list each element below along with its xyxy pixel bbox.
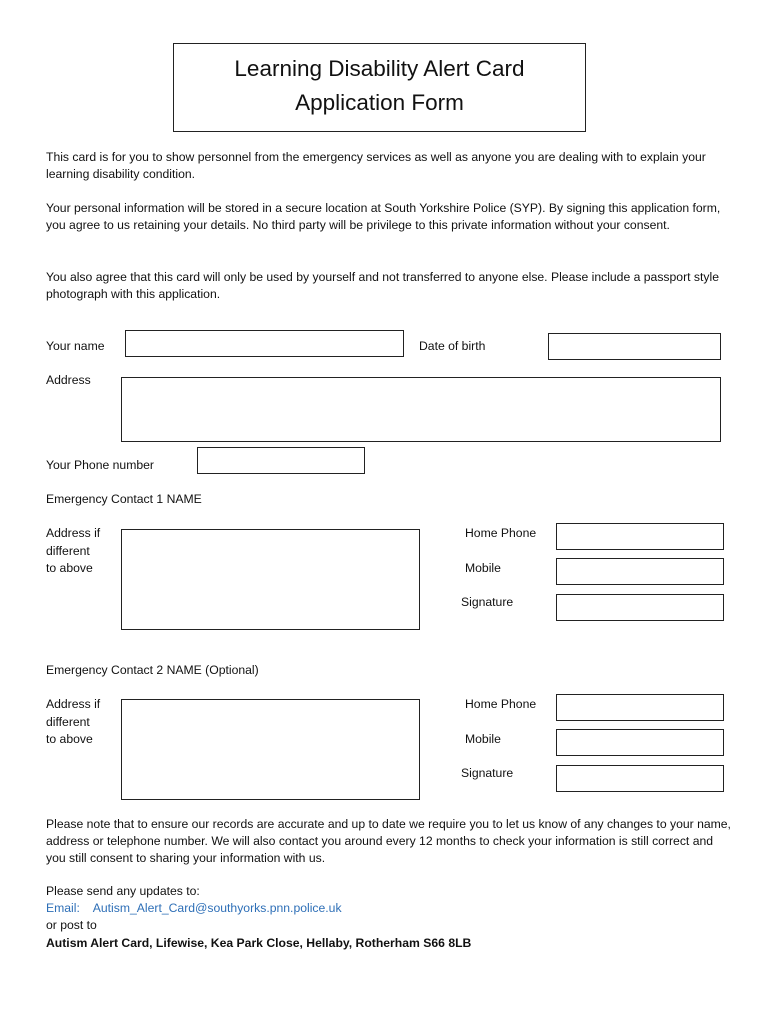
email-line [46,900,342,916]
contact1-home-phone-field[interactable] [556,523,724,550]
contact1-heading: Emergency Contact 1 NAME [46,492,202,506]
contact2-home-phone-label: Home Phone [465,697,537,711]
email-label: Email: [46,901,80,915]
date-of-birth-field[interactable] [548,333,721,360]
postal-address: Autism Alert Card, Lifewise, Kea Park Close, Hellaby, Rotherham S66 8LB [46,936,472,950]
contact1-address-label: Address if different to above [46,526,101,575]
form-title-line2: Application Form [295,90,464,115]
phone-label: Your Phone number [46,458,154,472]
contact1-signature-label: Signature [461,595,514,609]
form-title-line1: Learning Disability Alert Card [234,56,525,81]
contact2-home-phone-field[interactable] [556,694,724,721]
contact2-signature-field[interactable] [556,765,724,792]
contact1-signature-field[interactable] [556,594,724,621]
your-name-field[interactable] [125,330,404,357]
contact2-address-field[interactable] [121,699,420,800]
form-title-box [173,43,586,132]
intro-paragraph-1: This card is for you to show personnel from the emergency services as well as anyone you are dealing with to explain your learning disability condition. [46,150,706,181]
contact1-mobile-field[interactable] [556,558,724,585]
contact1-home-phone-label: Home Phone [465,526,537,540]
contact2-mobile-field[interactable] [556,729,724,756]
date-of-birth-label: Date of birth [419,339,486,353]
send-updates-text: Please send any updates to: [46,884,200,898]
email-link[interactable]: Autism_Alert_Card@southyorks.pnn.police.uk [92,901,342,915]
contact2-signature-label: Signature [461,766,514,780]
contact2-mobile-label: Mobile [465,732,501,746]
or-post-text: or post to [46,918,97,932]
contact1-mobile-label: Mobile [465,561,501,575]
contact1-address-field[interactable] [121,529,420,630]
address-label: Address [46,373,91,387]
intro-paragraph-2: Your personal information will be stored in a secure location at South Yorkshire Police (SYP). By signing this application form, you agree to us retaining your details. No third party will be privilege to this private information without your consent. [46,201,721,232]
address-field[interactable] [121,377,721,442]
phone-field[interactable] [197,447,365,474]
your-name-label: Your name [46,339,105,353]
intro-paragraph-3: You also agree that this card will only be used by yourself and not transferred to anyone else. Please include a passport style photograph with this application. [46,270,719,301]
contact2-heading: Emergency Contact 2 NAME (Optional) [46,663,259,677]
contact2-address-label: Address if different to above [46,697,101,746]
notes-paragraph: Please note that to ensure our records are accurate and up to date we require you to let us know of any changes to your name, address or telephone number. We will also contact you around every 12 months to check your information is still correct and you still consent to sharing your information with us. [46,817,731,865]
